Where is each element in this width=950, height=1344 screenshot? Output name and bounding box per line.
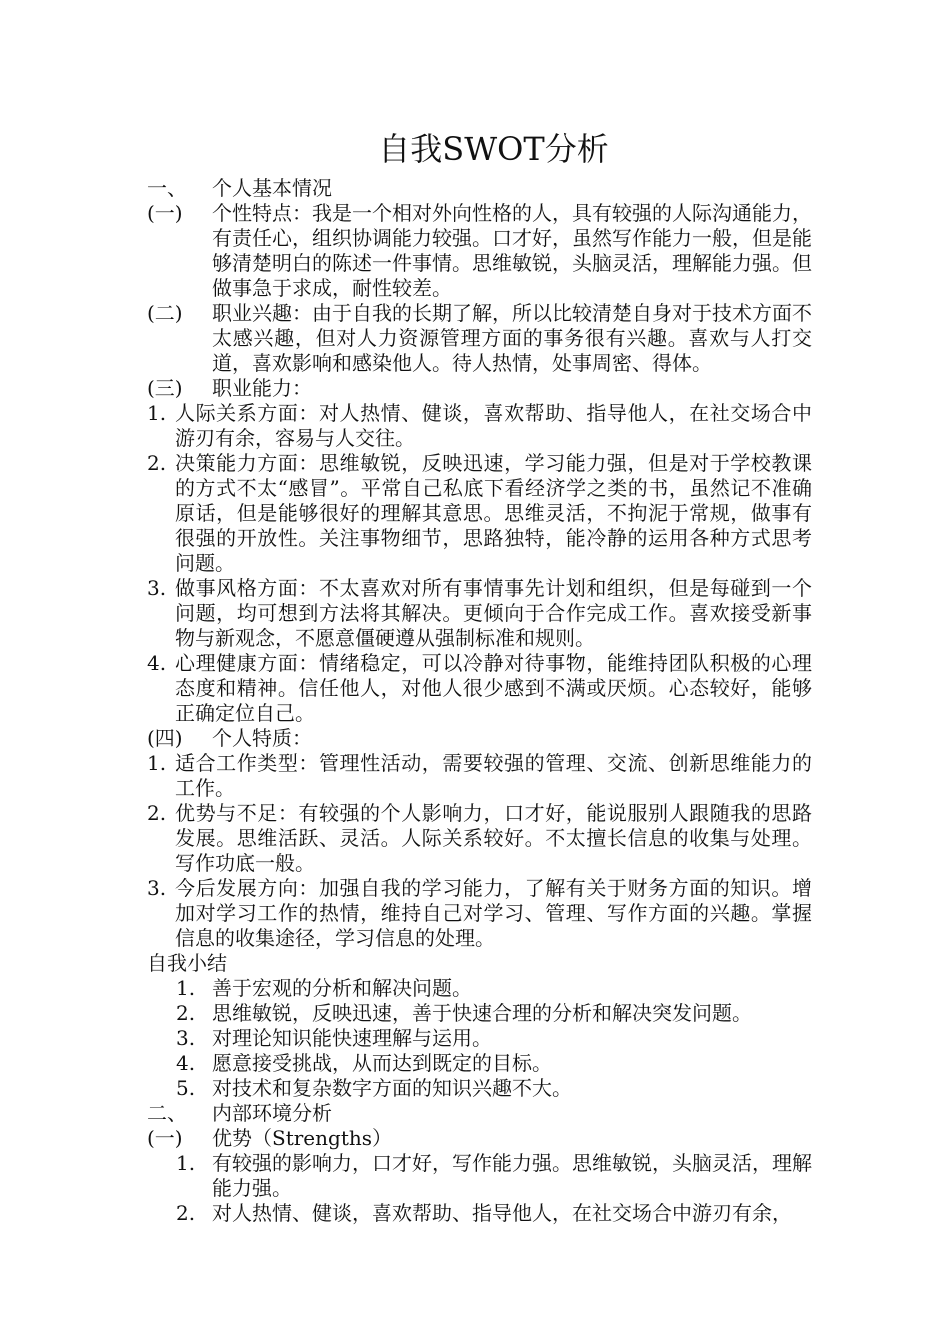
subsection-heading xyxy=(147,376,812,401)
list-number: 1. xyxy=(176,976,196,1000)
subsection-number: (一) xyxy=(147,1126,183,1150)
document-body xyxy=(147,126,812,1226)
list-number: 1. xyxy=(147,751,167,775)
list-number: 3. xyxy=(147,876,167,900)
list-text: 思维敏锐，反映迅速，善于快速合理的分析和解决突发问题。 xyxy=(212,1001,752,1025)
subsection-number: (四) xyxy=(147,726,183,750)
list-number: 1. xyxy=(147,401,167,425)
list-number: 2. xyxy=(147,801,167,825)
list-item xyxy=(147,801,812,876)
list-text: 对人热情、健谈，喜欢帮助、指导他人，在社交场合中游刃有余， xyxy=(212,1201,792,1225)
list-text: 愿意接受挑战，从而达到既定的目标。 xyxy=(212,1051,552,1075)
subsection-number: (二) xyxy=(147,301,183,325)
list-number: 5. xyxy=(176,1076,196,1100)
list-item xyxy=(147,401,812,451)
subsection-heading xyxy=(147,726,812,751)
subsection-number: (三) xyxy=(147,376,183,400)
summary-item xyxy=(147,1026,812,1051)
subsection-title: 优势（Strengths） xyxy=(212,1126,392,1150)
list-item xyxy=(147,651,812,726)
section-heading xyxy=(147,1101,812,1126)
section-number: 二、 xyxy=(147,1101,187,1125)
list-item xyxy=(147,751,812,801)
subsection-text: 个性特点：我是一个相对外向性格的人，具有较强的人际沟通能力，有责任心，组织协调能力较强。口才好，虽然写作能力一般，但是能够清楚明白的陈述一件事情。思维敏锐，头脑灵活，理解能力强。但做事急于求成，耐性较差。 xyxy=(212,201,812,300)
list-text: 适合工作类型：管理性活动，需要较强的管理、交流、创新思维能力的工作。 xyxy=(175,751,812,800)
list-text: 对理论知识能快速理解与运用。 xyxy=(212,1026,492,1050)
list-text: 今后发展方向：加强自我的学习能力，了解有关于财务方面的知识。增加对学习工作的热情，维持自己对学习、管理、写作方面的兴趣。掌握信息的收集途径，学习信息的处理。 xyxy=(175,876,812,950)
list-number: 3. xyxy=(176,1026,196,1050)
list-item xyxy=(147,1151,812,1201)
list-item xyxy=(147,576,812,651)
list-number: 2. xyxy=(176,1201,196,1225)
list-number: 3. xyxy=(147,576,167,600)
page-title: 自我SWOT分析 xyxy=(378,130,609,168)
list-number: 1. xyxy=(176,1151,196,1175)
list-number: 4. xyxy=(176,1051,196,1075)
subsection-heading xyxy=(147,1126,812,1151)
list-text: 人际关系方面：对人热情、健谈，喜欢帮助、指导他人，在社交场合中游刃有余，容易与人交往。 xyxy=(175,401,812,450)
list-item xyxy=(147,876,812,951)
list-text: 对技术和复杂数字方面的知识兴趣不大。 xyxy=(212,1076,572,1100)
section-heading xyxy=(147,176,812,201)
summary-item xyxy=(147,1001,812,1026)
subsection-paragraph xyxy=(147,301,812,376)
summary-item xyxy=(147,1051,812,1076)
list-text: 决策能力方面：思维敏锐，反映迅速，学习能力强，但是对于学校教课的方式不太“感冒”。平常自己私底下看经济学之类的书，虽然记不准确原话，但是能够很好的理解其意思。思维灵活，不拘泥于常规，做事有很强的开放性。关注事物细节，思路独特，能冷静的运用各种方式思考问题。 xyxy=(175,451,812,575)
section-title: 个人基本情况 xyxy=(212,176,332,200)
list-text: 优势与不足：有较强的个人影响力，口才好，能说服别人跟随我的思路发展。思维活跃、灵活。人际关系较好。不太擅长信息的收集与处理。写作功底一般。 xyxy=(175,801,812,875)
summary-heading xyxy=(147,951,812,976)
list-number: 2. xyxy=(147,451,167,475)
summary-item xyxy=(147,1076,812,1101)
list-text: 有较强的影响力，口才好，写作能力强。思维敏锐，头脑灵活，理解能力强。 xyxy=(212,1151,812,1200)
section-title: 内部环境分析 xyxy=(212,1101,332,1125)
subsection-title: 职业能力： xyxy=(212,376,312,400)
section-number: 一、 xyxy=(147,176,187,200)
subsection-text: 职业兴趣：由于自我的长期了解，所以比较清楚自身对于技术方面不太感兴趣，但对人力资源管理方面的事务很有兴趣。喜欢与人打交道，喜欢影响和感染他人。待人热情，处事周密、得体。 xyxy=(212,301,812,375)
list-item xyxy=(147,1201,812,1226)
list-item xyxy=(147,451,812,576)
list-number: 4. xyxy=(147,651,167,675)
summary-item xyxy=(147,976,812,1001)
subsection-title: 个人特质： xyxy=(212,726,312,750)
subsection-paragraph xyxy=(147,201,812,301)
list-number: 2. xyxy=(176,1001,196,1025)
list-text: 做事风格方面：不太喜欢对所有事情事先计划和组织，但是每碰到一个问题，均可想到方法将其解决。更倾向于合作完成工作。喜欢接受新事物与新观念，不愿意僵硬遵从强制标准和规则。 xyxy=(175,576,812,650)
list-text: 善于宏观的分析和解决问题。 xyxy=(212,976,472,1000)
list-text: 心理健康方面：情绪稳定，可以冷静对待事物，能维持团队积极的心理态度和精神。信任他人，对他人很少感到不满或厌烦。心态较好，能够正确定位自己。 xyxy=(175,651,812,725)
summary-title: 自我小结 xyxy=(147,951,227,975)
subsection-number: (一) xyxy=(147,201,183,225)
